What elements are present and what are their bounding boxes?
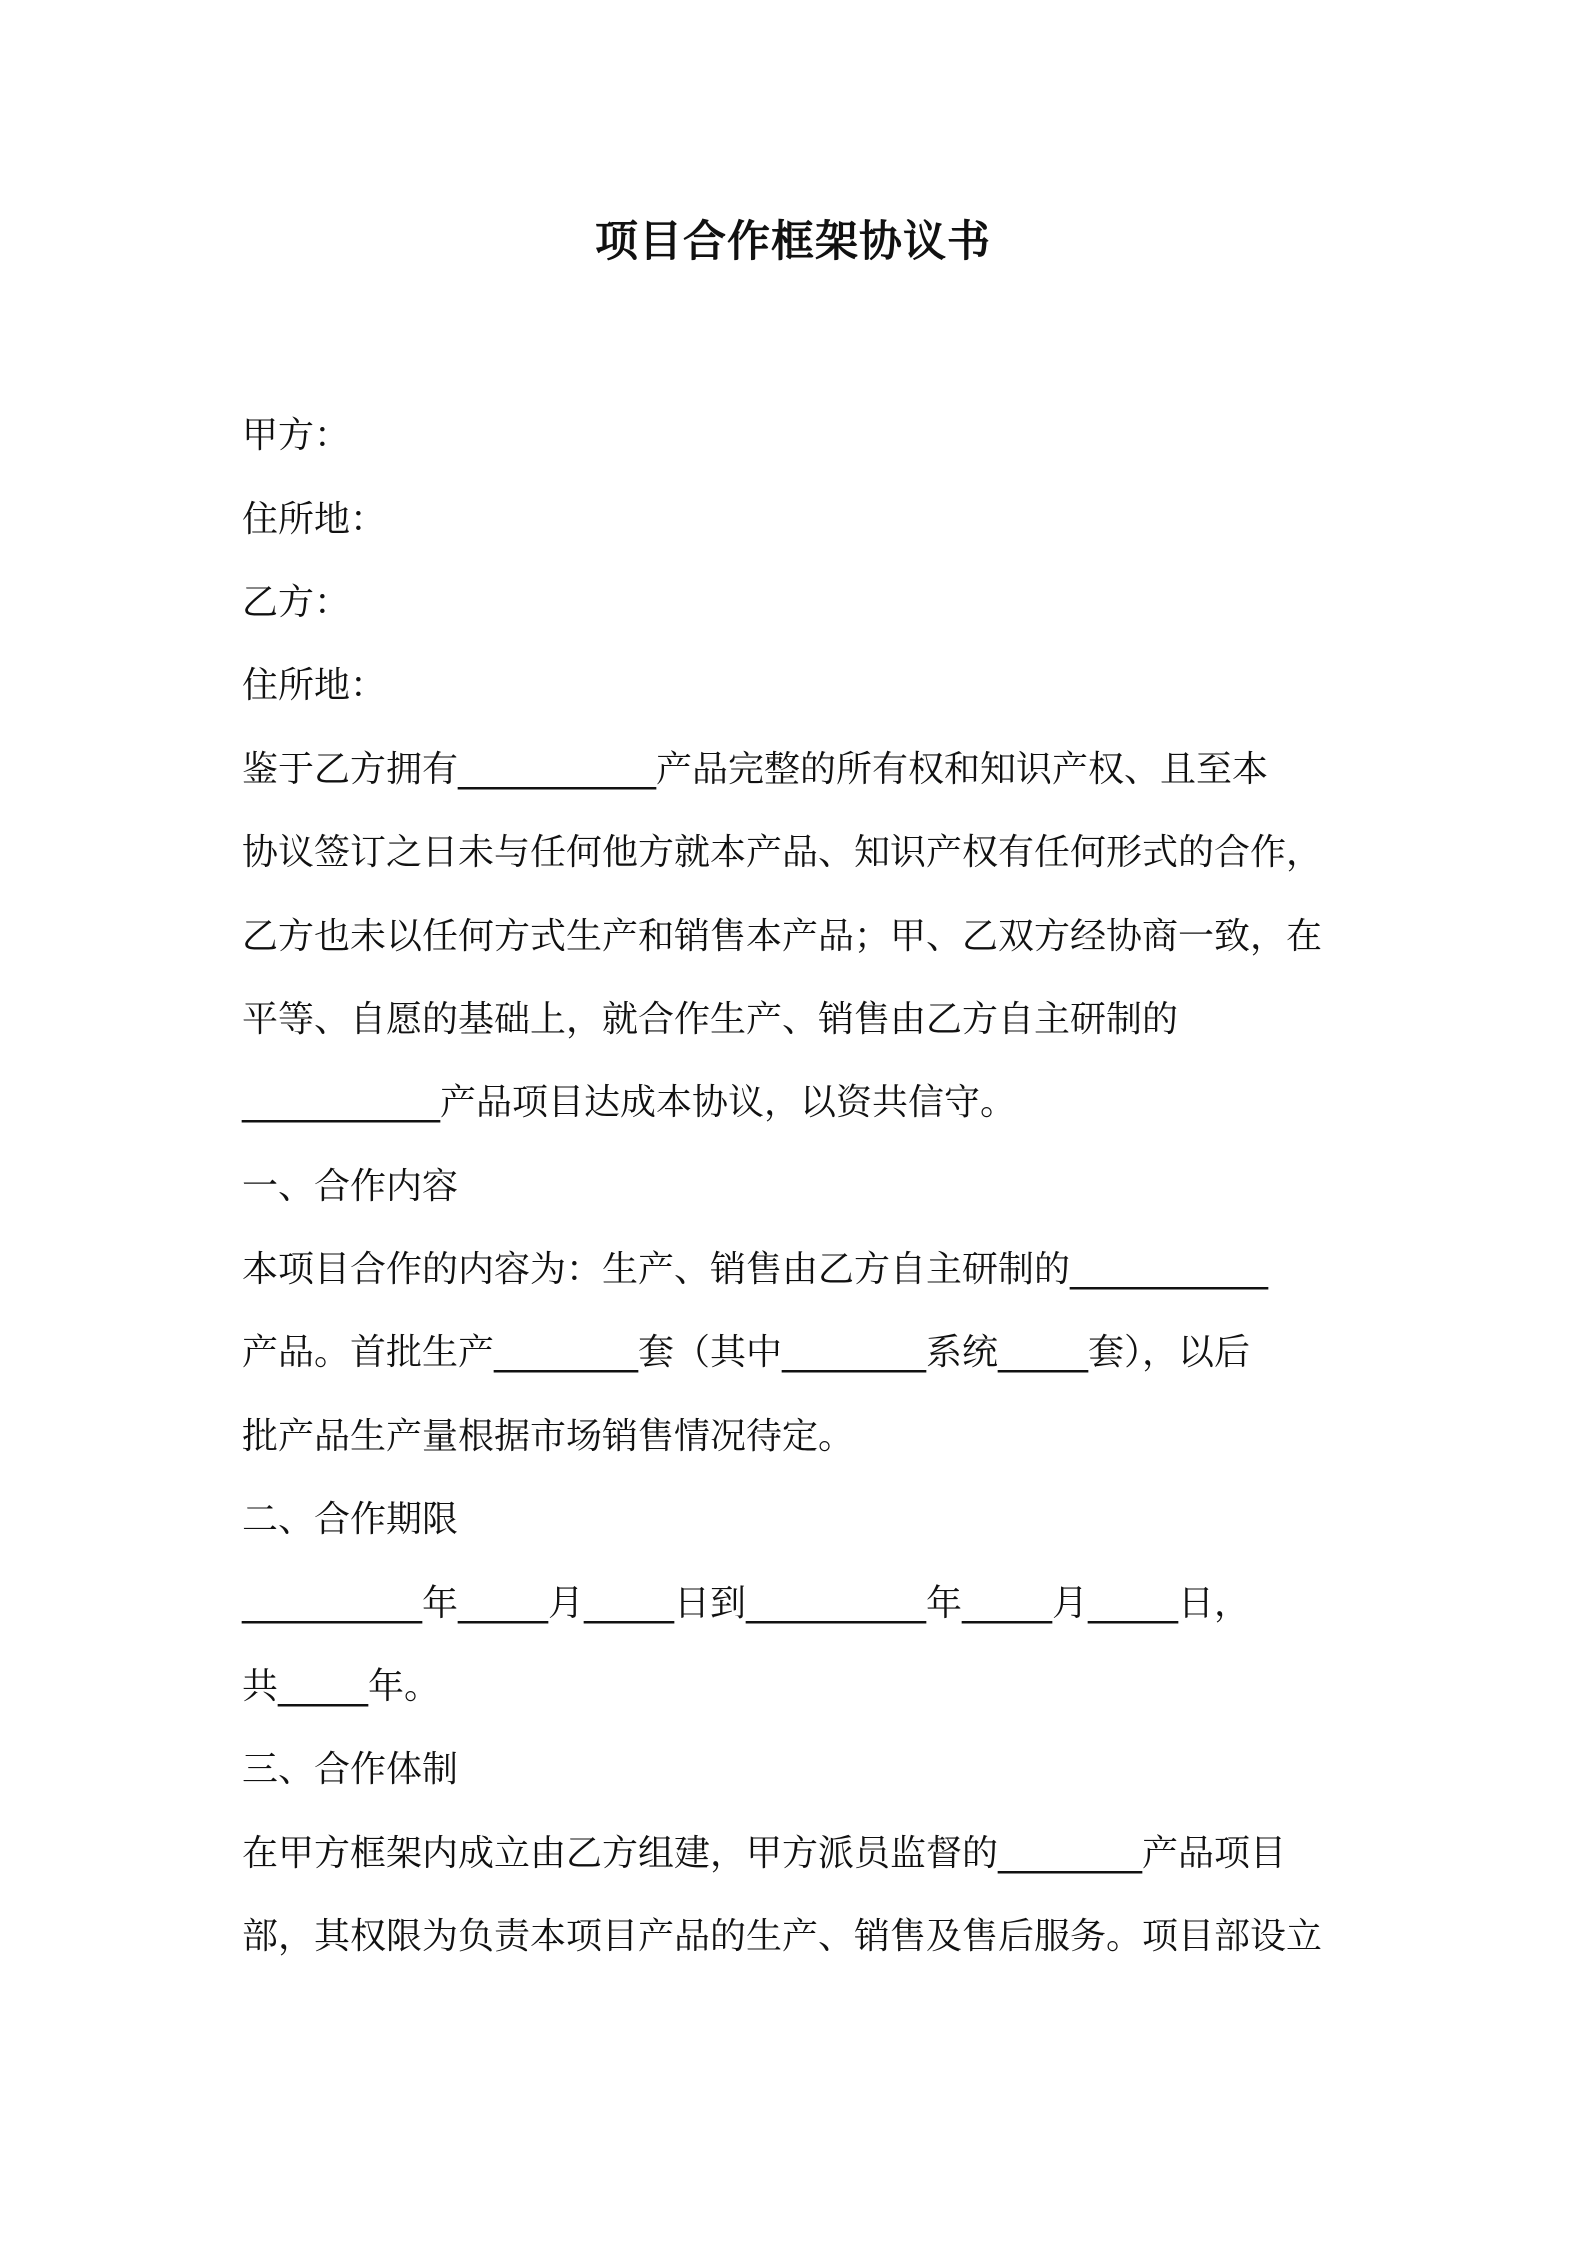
preamble-line-5: ___________产品项目达成本协议，以资共信守。: [242, 1082, 1017, 1123]
cooperation-content-line-1: 本项目合作的内容为：生产、销售由乙方自主研制的___________: [242, 1249, 1269, 1290]
section-heading-cooperation-term: 二、合作期限: [242, 1499, 459, 1540]
party-a-label: 甲方：: [242, 415, 351, 456]
party-a-address-label: 住所地：: [242, 499, 387, 540]
section-heading-cooperation-system: 三、合作体制: [242, 1749, 459, 1790]
preamble-line-3: 乙方也未以任何方式生产和销售本产品；甲、乙双方经协商一致，在: [242, 916, 1323, 957]
preamble-line-1: 鉴于乙方拥有___________产品完整的所有权和知识产权、且至本: [242, 749, 1269, 790]
cooperation-term-line-2: 共_____年。: [242, 1666, 441, 1707]
cooperation-system-line-1: 在甲方框架内成立由乙方组建，甲方派员监督的________产品项目: [242, 1833, 1287, 1874]
preamble-line-2: 协议签订之日未与任何他方就本产品、知识产权有任何形式的合作，: [242, 832, 1323, 873]
cooperation-content-line-2: 产品。首批生产________套（其中________系统_____套），以后: [242, 1332, 1251, 1373]
cooperation-term-line-1: __________年_____月_____日到__________年_____月_____日，: [242, 1583, 1250, 1624]
section-heading-cooperation-content: 一、合作内容: [242, 1166, 459, 1207]
cooperation-content-line-3: 批产品生产量根据市场销售情况待定。: [242, 1416, 855, 1457]
party-b-label: 乙方：: [242, 582, 351, 623]
document-title: 项目合作框架协议书: [595, 217, 991, 267]
preamble-line-4: 平等、自愿的基础上，就合作生产、销售由乙方自主研制的: [242, 999, 1179, 1040]
cooperation-system-line-2: 部，其权限为负责本项目产品的生产、销售及售后服务。项目部设立: [242, 1916, 1323, 1957]
party-b-address-label: 住所地：: [242, 665, 387, 706]
